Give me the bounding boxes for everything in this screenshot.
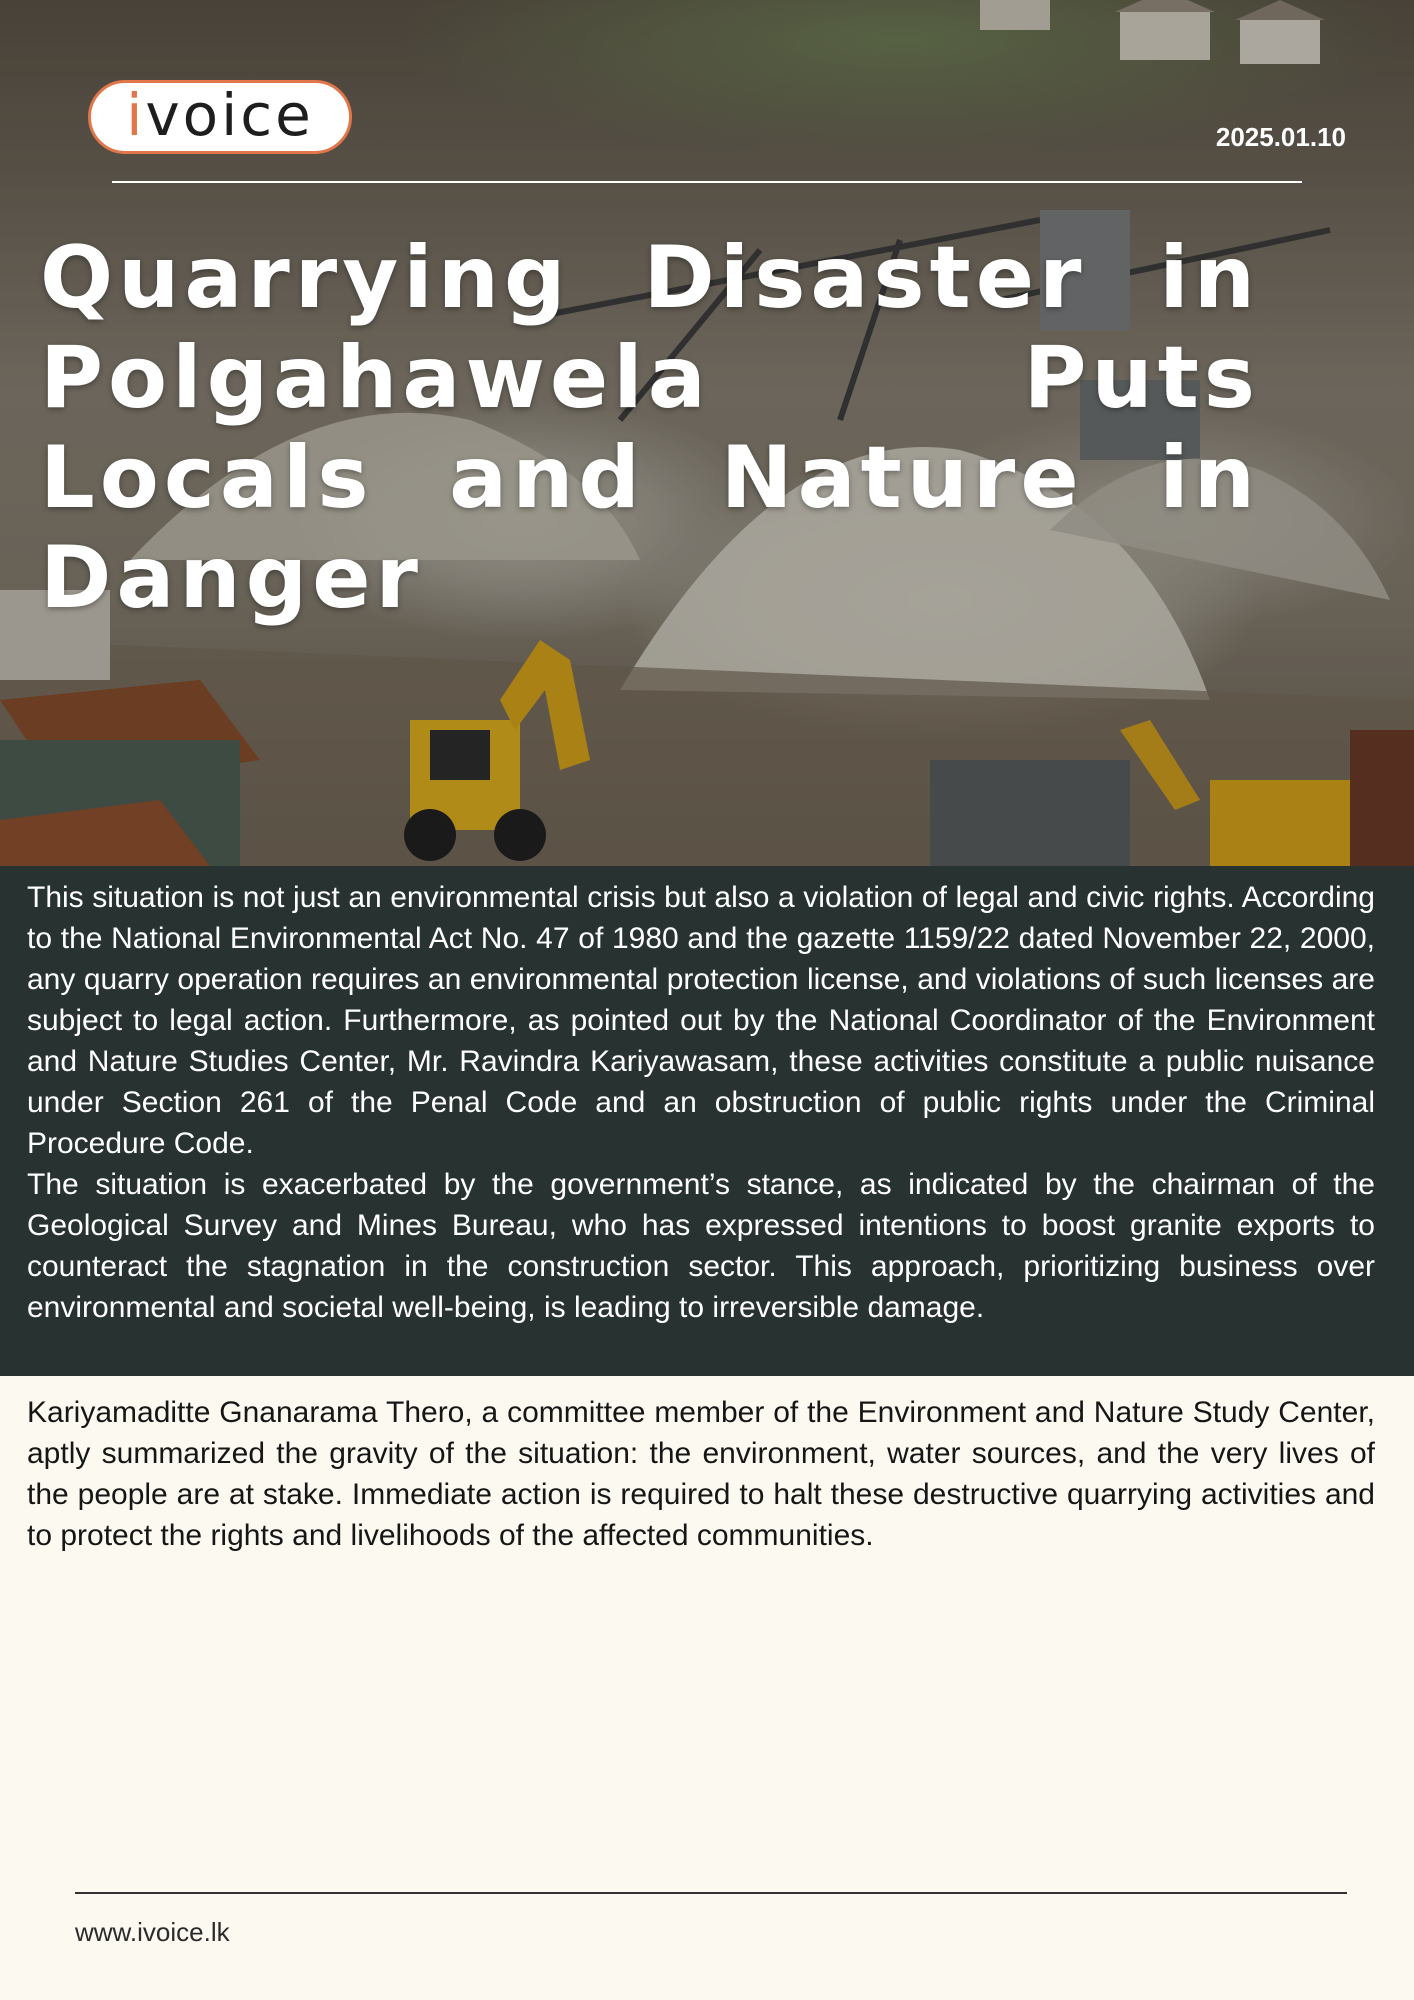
footer-website-link[interactable]: www.ivoice.lk (75, 1917, 230, 1947)
logo-letter-i: i (126, 81, 146, 149)
dark-text-panel (0, 866, 1414, 1376)
footer-divider (75, 1892, 1347, 1894)
paragraph-government-stance: The situation is exacerbated by the government’s stance, as indicated by the chairman of the Geological Survey and Mines Bureau, who has expressed intentions to boost granite exports to counteract the stagnation in the construction sector. This approach, prioritizing business over environmental and societal well-being, is leading to irreversible damage. (27, 1168, 1375, 1324)
logo-text: voice (145, 81, 314, 149)
publication-date: 2025.01.10 (1215, 122, 1346, 152)
header-divider (112, 181, 1302, 183)
hero-image (0, 0, 1414, 866)
paragraph-call-to-action: Kariyamaditte Gnanarama Thero, a committee member of the Environment and Nature Study Center, aptly summarized the gravity of the situation: the environment, water sources, and the very lives of the people are at stake. Immediate action is required to halt these destructive quarrying activities and to protect the rights and livelihoods of the affected communities. (27, 1396, 1375, 1552)
article-title: Quarrying Disaster in Polgahawela Puts Locals and Nature in Danger (40, 228, 1260, 628)
paragraph-legal-violation: This situation is not just an environmental crisis but also a violation of legal and civic rights. According to the National Environmental Act No. 47 of 1980 and the gazette 1159/22 dated November 22, 2000, any quarry operation requires an environmental protection license, and violations of such licenses are subject to legal action. Furthermore, as pointed out by the National Coordinator of the Environment and Nature Studies Center, Mr. Ravindra Kariyawasam, these activities constitute a public nuisance under Section 261 of the Penal Code and an obstruction of public rights under the Criminal Procedure Code. (27, 881, 1375, 1160)
ivoice-logo[interactable] (88, 80, 352, 154)
panel-text (27, 877, 1375, 1328)
